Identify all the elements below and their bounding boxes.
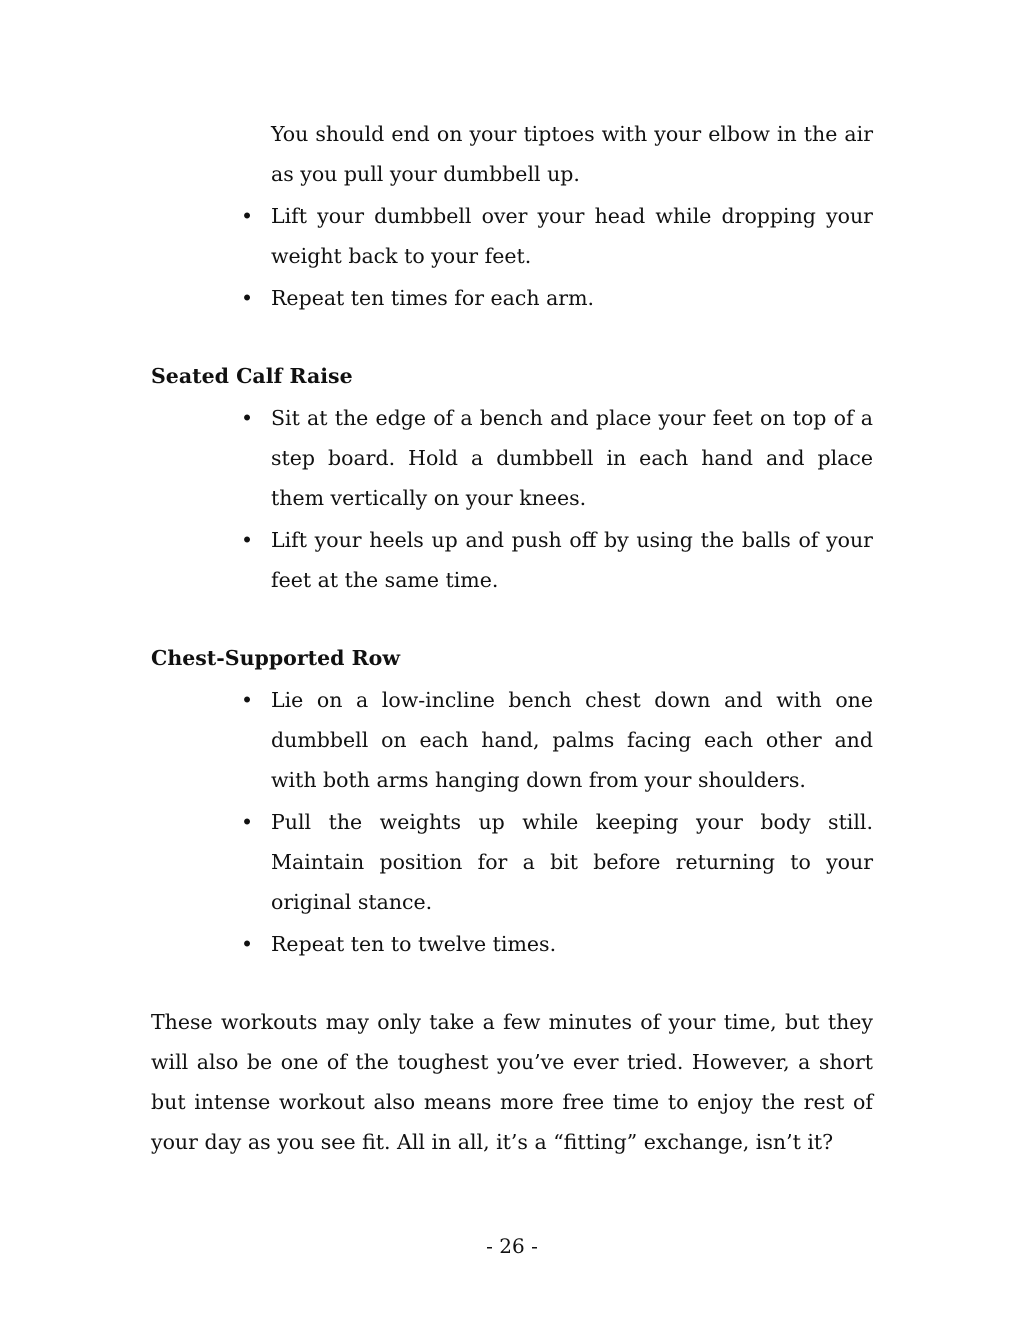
chest-supported-row-list [151,680,873,964]
list-item [151,196,873,276]
seated-calf-raise-list [151,398,873,600]
list-item-text: Repeat ten times for each arm. [271,286,595,310]
bullet-icon: • [240,810,254,834]
bullet-icon: • [240,688,254,712]
list-item-text: Sit at the edge of a bench and place your feet on top of a step board. Hold a dumbbell in each hand and place them vertically on your knees. [271,406,873,510]
list-item-text: Repeat ten to twelve times. [271,932,557,956]
list-item-text: Lift your heels up and push off by using the balls of your feet at the same time. [271,528,873,592]
list-item-text: Lift your dumbbell over your head while dropping your weight back to your feet. [271,204,873,268]
list-item-text: Lie on a low-incline bench chest down and with one dumbbell on each hand, palms facing each other and with both arms hanging down from your shoulders. [271,688,873,792]
intro-list [151,114,873,318]
section-heading-seated-calf-raise: Seated Calf Raise [151,364,353,388]
page-content [151,114,873,1183]
bullet-icon: • [240,932,254,956]
list-item [151,398,873,518]
bullet-icon: • [240,528,254,552]
list-item-continuation [151,114,873,194]
page-number: - 26 - [486,1234,538,1258]
list-item-text: You should end on your tiptoes with your elbow in the air as you pull your dumbbell up. [271,122,873,186]
list-item [151,802,873,922]
bullet-icon: • [240,204,254,228]
list-item [151,520,873,600]
list-item-text: Pull the weights up while keeping your body still. Maintain position for a bit before returning to your original stance. [271,810,873,914]
section-heading-chest-supported-row: Chest-Supported Row [151,646,400,670]
list-item [151,680,873,800]
list-item [151,924,873,964]
list-item [151,278,873,318]
bullet-icon: • [240,286,254,310]
bullet-icon: • [240,406,254,430]
closing-paragraph: These workouts may only take a few minutes of your time, but they will also be one of the toughest you’ve ever tried. However, a short but intense workout also means more free time to enjoy the rest of your day as you see fit. All in all, it’s a “fitting” exchange, isn’t it? [151,1010,873,1154]
